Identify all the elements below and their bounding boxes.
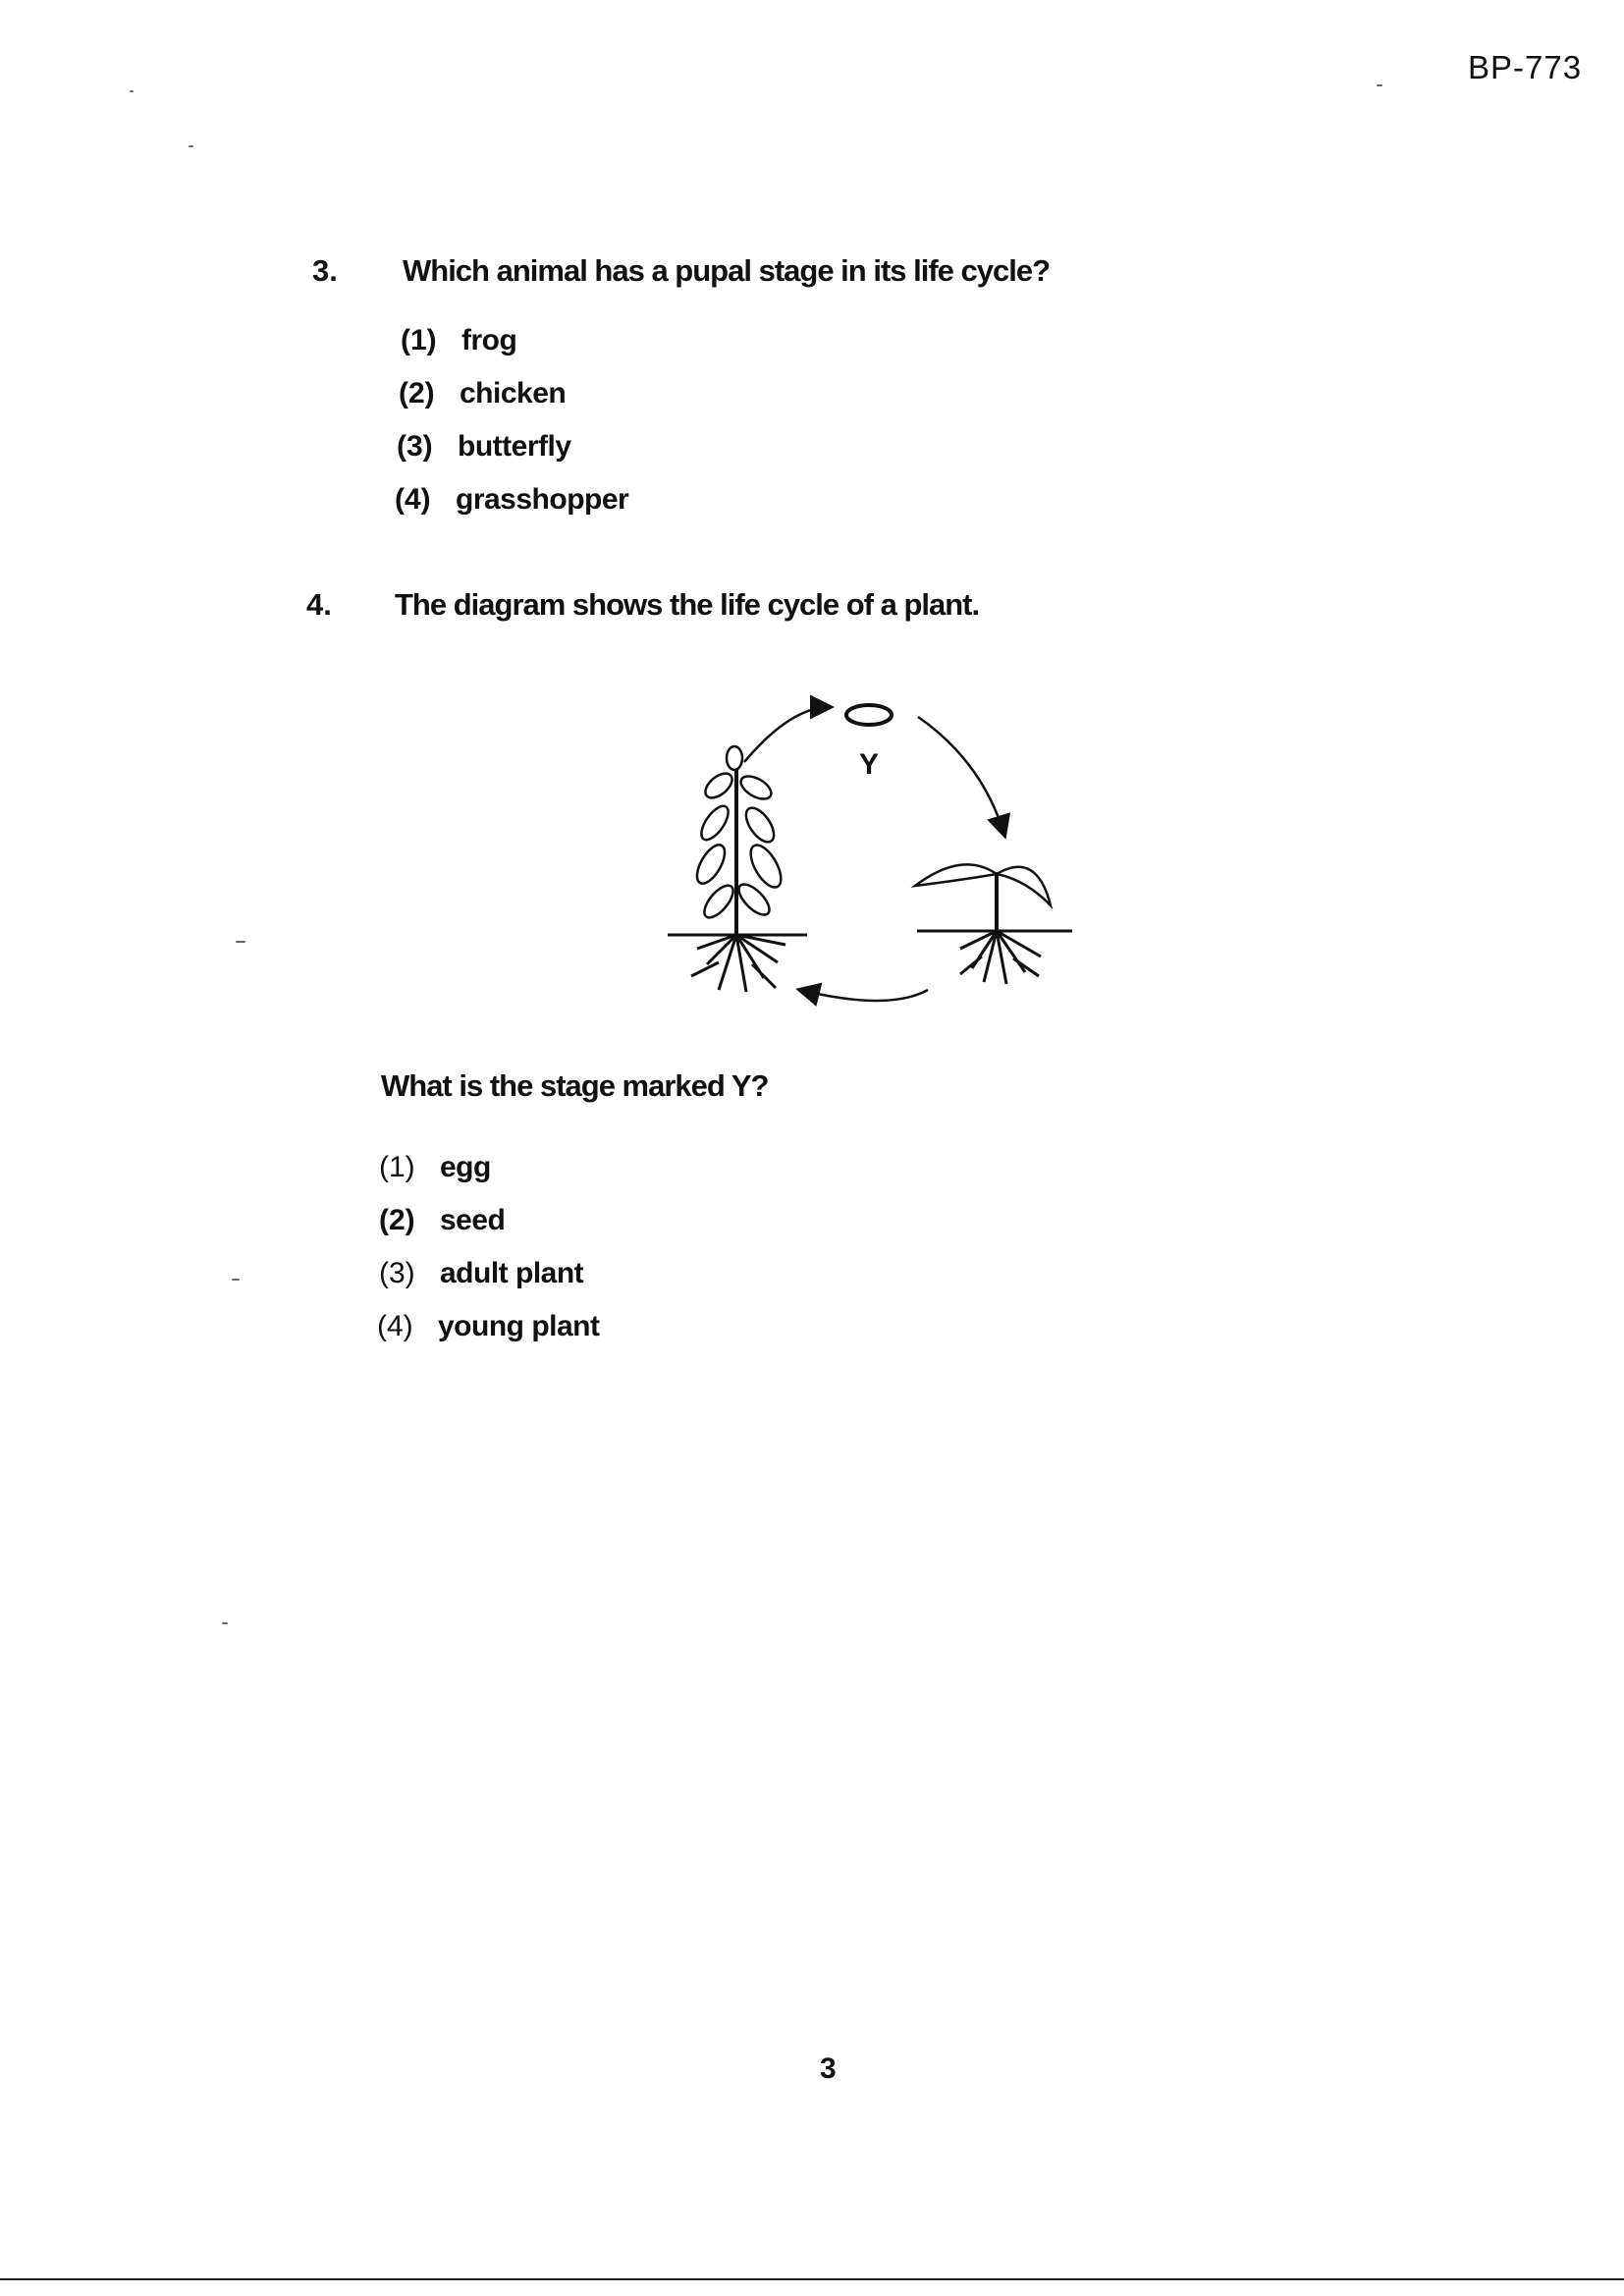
scan-speck xyxy=(1377,84,1382,86)
option-number: (3) xyxy=(379,1257,415,1289)
option-number: (2) xyxy=(379,1204,415,1236)
arrow-adult-to-seed-icon xyxy=(744,707,830,762)
question-3-option-2 xyxy=(399,377,566,410)
question-3-number: 3. xyxy=(312,253,338,288)
plant-life-cycle-diagram xyxy=(628,678,1080,1031)
option-text: butterfly xyxy=(458,430,571,463)
scan-speck xyxy=(189,145,193,147)
option-number: (4) xyxy=(377,1310,413,1342)
question-4-option-4 xyxy=(377,1310,599,1343)
question-3-text: Which animal has a pupal stage in its life cycle? xyxy=(403,253,1051,288)
scan-speck xyxy=(236,941,245,943)
question-3-option-4 xyxy=(395,483,628,517)
question-4-prompt: What is the stage marked Y? xyxy=(381,1068,769,1103)
question-4-option-1 xyxy=(379,1151,491,1184)
scan-speck xyxy=(222,1622,228,1624)
option-text: egg xyxy=(440,1151,491,1183)
document-code: BP-773 xyxy=(1468,49,1583,85)
question-4-number: 4. xyxy=(306,587,332,622)
page-number: 3 xyxy=(820,2052,837,2085)
scan-speck xyxy=(130,90,134,92)
adult-plant-icon xyxy=(668,746,807,992)
option-text: grasshopper xyxy=(456,483,629,516)
option-number: (1) xyxy=(379,1151,415,1183)
question-4-option-2 xyxy=(379,1204,505,1237)
seed-icon xyxy=(846,705,892,725)
option-number: (2) xyxy=(399,377,435,410)
arrow-seed-to-young-icon xyxy=(918,717,1004,835)
question-4-text: The diagram shows the life cycle of a plant. xyxy=(395,587,980,622)
option-number: (4) xyxy=(395,483,431,516)
option-text: seed xyxy=(440,1204,506,1236)
bottom-rule xyxy=(0,2278,1624,2280)
question-4-option-3 xyxy=(379,1257,583,1290)
question-3-option-3 xyxy=(397,430,571,464)
option-text: young plant xyxy=(438,1310,600,1342)
stage-label-y: Y xyxy=(858,748,880,781)
option-text: frog xyxy=(461,324,517,356)
arrow-young-to-adult-icon xyxy=(800,990,928,1001)
scan-speck xyxy=(232,1279,240,1281)
question-3-option-1 xyxy=(401,324,516,357)
option-number: (3) xyxy=(397,430,433,463)
option-number: (1) xyxy=(401,324,437,356)
option-text: chicken xyxy=(460,377,567,410)
young-plant-icon xyxy=(915,864,1072,984)
option-text: adult plant xyxy=(440,1257,584,1289)
